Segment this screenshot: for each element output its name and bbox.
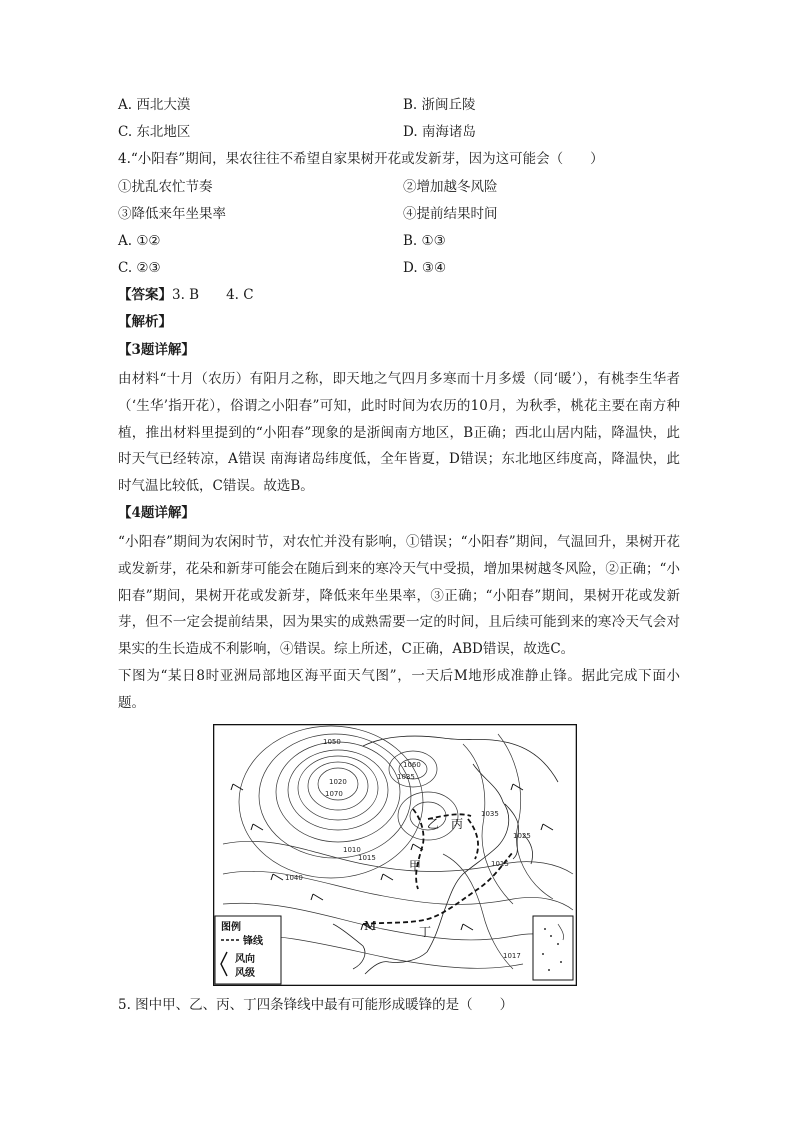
q4-detail-label: 【4题详解】 xyxy=(118,505,195,521)
q3-option-d: D. 南海诸岛 xyxy=(403,124,476,140)
q4-statement-1: ①扰乱农忙节奏 xyxy=(118,179,213,195)
front-label-jia: 甲 xyxy=(409,859,422,873)
weather-map xyxy=(213,724,577,986)
isobar-label: 1050 xyxy=(323,738,341,746)
answer-text: 3. B 4. C xyxy=(172,287,254,303)
analysis-label: 【解析】 xyxy=(118,314,172,330)
q4-detail-text: “小阳春”期间为农闲时节，对农忙并没有影响，①错误；“小阳春”期间，气温回升，果树开花或发新芽，花朵和新芽可能会在随后到来的寒冷天气中受损，增加果树越冬风险，②正确；“小阳春”期间，果树开花或发新芽，降低来年坐果率，③正确；“小阳春”期间，果树开花或发新芽，但不一定会提前结果，因为果实的成熟需要一定的时间，且后续可能到来的寒冷天气会对果实的生长造成不利影响，④错误。综上所述，C正确，ABD错误，故选C。 xyxy=(118,534,680,658)
q4-statement-4: ④提前结果时间 xyxy=(403,206,498,222)
map-legend xyxy=(215,916,281,984)
q4-options-row-2 xyxy=(118,257,678,279)
isobar-label: 1015 xyxy=(358,854,376,862)
isobar-label: 1040 xyxy=(285,874,303,882)
isobar-label: 1017 xyxy=(503,952,521,960)
q4-stem: 4.“小阳春”期间，果农往往不希望自家果树开花或发新芽，因为这可能会（ ） xyxy=(118,151,604,167)
q4-statement-3: ③降低来年坐果率 xyxy=(118,206,226,222)
isobar-label: 1010 xyxy=(343,846,361,854)
front-label-ding: 丁 xyxy=(419,925,432,939)
front-label-bing: 丙 xyxy=(451,817,464,831)
q4-option-c: C. ②③ xyxy=(118,260,161,276)
isobar-label: 1035 xyxy=(397,773,415,781)
q4-option-b: B. ①③ xyxy=(403,233,446,249)
q4-options-row-1 xyxy=(118,230,678,252)
isobar-label: 1020 xyxy=(329,778,347,786)
legend-front-label: 锋线 xyxy=(243,936,263,947)
q4-option-a: A. ①② xyxy=(118,233,161,249)
q4-statements-row-2 xyxy=(118,203,678,225)
front-label-yi: 乙 xyxy=(427,817,440,831)
q3-options-row-1 xyxy=(118,94,678,116)
front-label-m: M xyxy=(364,919,377,933)
legend-wind-label-1: 风向 xyxy=(235,954,255,965)
q4-statements-row-1 xyxy=(118,176,678,198)
q3-detail-label: 【3题详解】 xyxy=(118,342,195,358)
isobar-label: 1060 xyxy=(403,761,421,769)
q4-statement-2: ②增加越冬风险 xyxy=(403,179,498,195)
q3-option-c: C. 东北地区 xyxy=(118,124,191,140)
map-intro-text: 下图为“某日8时亚洲局部地区海平面天气图”，一天后M地形成准静止锋。据此完成下面小题。 xyxy=(118,668,680,711)
legend-wind-label-2: 风级 xyxy=(235,968,255,979)
legend-title: 图例 xyxy=(221,922,241,933)
weather-map-figure xyxy=(213,724,577,986)
q4-option-d: D. ③④ xyxy=(403,260,447,276)
isobar-label: 1035 xyxy=(481,810,499,818)
inset-map xyxy=(533,916,573,980)
q3-option-b: B. 浙闽丘陵 xyxy=(403,97,476,113)
isobar-label: 1015 xyxy=(491,860,509,868)
answer-line xyxy=(118,284,678,306)
q3-options-row-2 xyxy=(118,121,678,143)
q3-detail-text: 由材料“十月（农历）有阳月之称，即天地之气四月多寒而十月多煖（同‘暖’），有桃李生华者（‘生华’指开花），俗谓之小阳春”可知，此时时间为农历的10月，为秋季，桃花主要在南方种植，推出材料里提到的“小阳春”现象的是浙闽南方地区，B正确；西北山居内陆，降温快，此时天气已经转凉，A错误 南海诸岛纬度低，全年皆夏，D错误；东北地区纬度高，降温快，此时气温比较低，C错误。故选B。 xyxy=(118,371,680,495)
q3-option-a: A. 西北大漠 xyxy=(118,97,191,113)
isobar-label: 1070 xyxy=(325,790,343,798)
isobar-label: 1025 xyxy=(513,832,531,840)
answer-label: 【答案】 xyxy=(118,287,172,303)
q5-stem: 5. 图中甲、乙、丙、丁四条锋线中最有可能形成暖锋的是（ ） xyxy=(118,997,514,1013)
